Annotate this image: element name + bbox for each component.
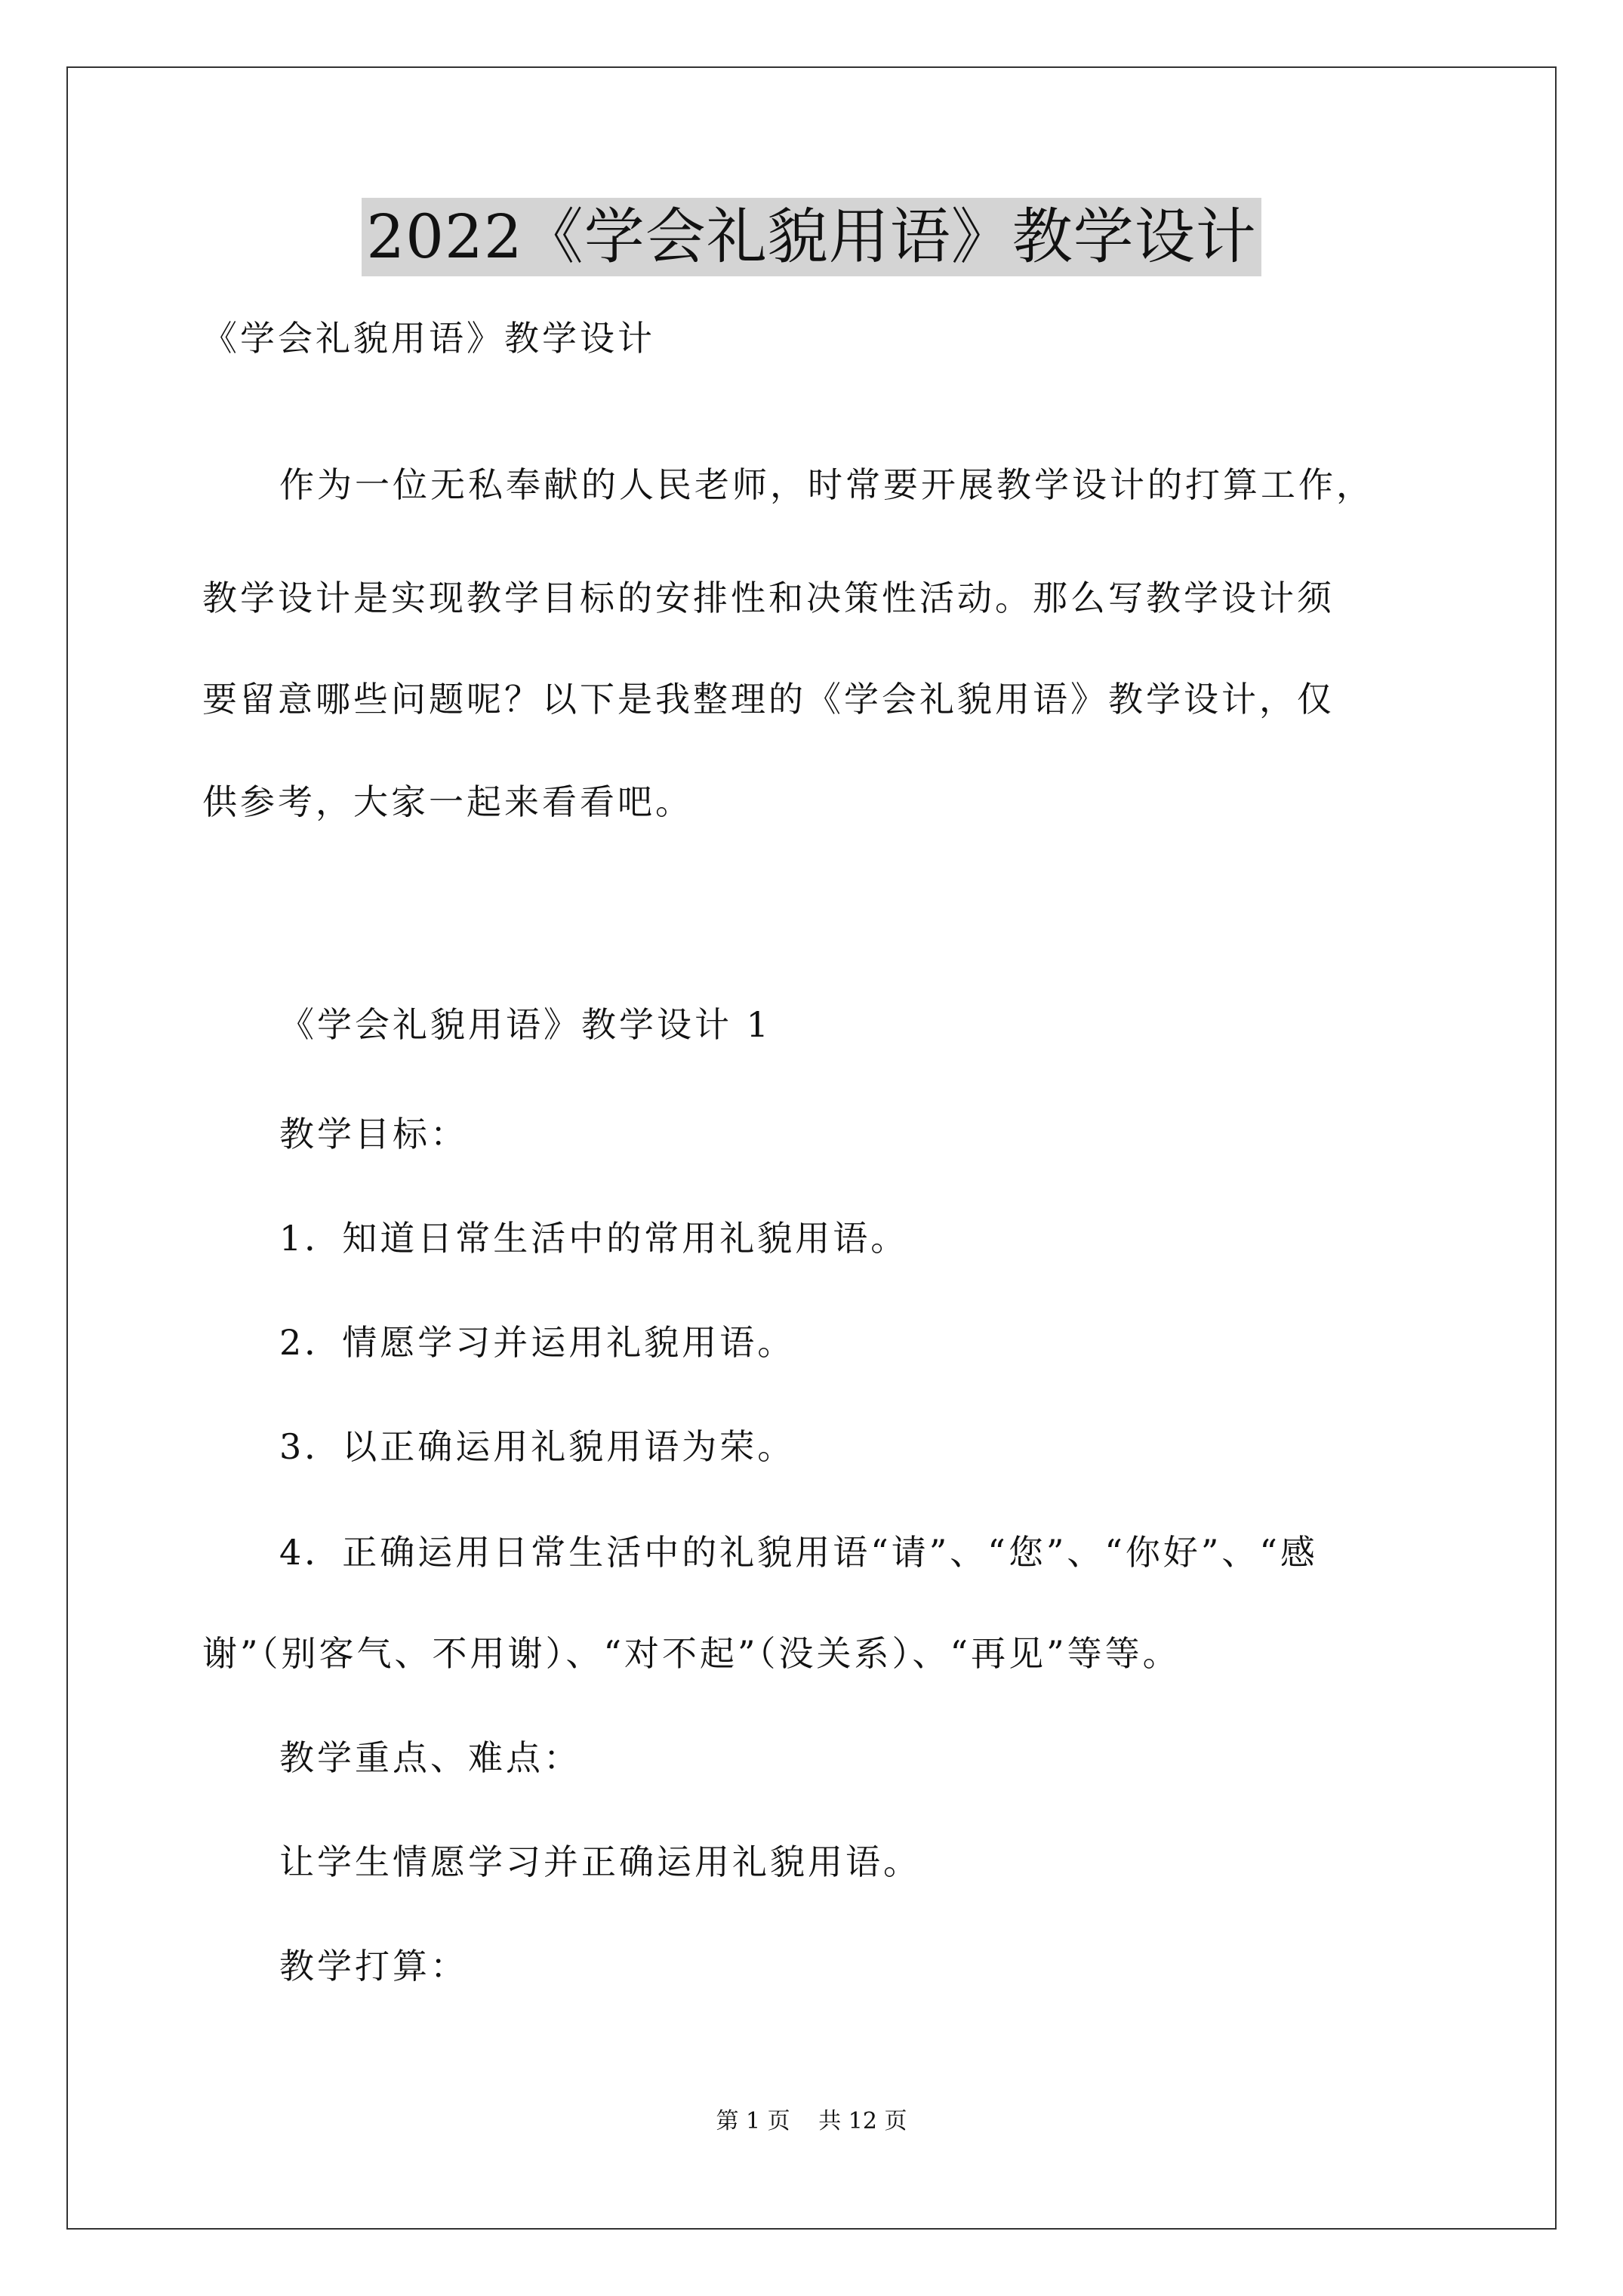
goal-item-4: 4．正确运用日常生活中的礼貌用语“请”、“您”、“你好”、“感 (279, 1532, 1318, 1573)
intro-line-2: 教学设计是实现教学目标的安排性和决策性活动。那么写教学设计须 (202, 578, 1335, 618)
page-total: 共 12 页 (818, 2108, 907, 2134)
intro-line-1: 作为一位无私奉献的人民老师，时常要开展教学设计的打算工作， (279, 464, 1374, 505)
intro-line-3: 要留意哪些问题呢？以下是我整理的《学会礼貌用语》教学设计，仅 (202, 679, 1335, 720)
goal-item-1: 1．知道日常生活中的常用礼貌用语。 (279, 1218, 909, 1259)
document-subtitle: 《学会礼貌用语》教学设计 (202, 318, 655, 359)
document-title: 2022《学会礼貌用语》教学设计 (362, 198, 1261, 276)
goal-item-3: 3．以正确运用礼貌用语为荣。 (279, 1426, 796, 1467)
page-number: 第 1 页 (716, 2108, 790, 2134)
intro-line-4: 供参考，大家一起来看看吧。 (202, 781, 693, 822)
key-points-heading: 教学重点、难点： (279, 1737, 581, 1778)
goal-item-2: 2．情愿学习并运用礼貌用语。 (279, 1322, 796, 1363)
preparation-heading: 教学打算： (279, 1946, 468, 1986)
section-heading: 《学会礼貌用语》教学设计 1 (279, 1004, 771, 1045)
page-footer (0, 2106, 1623, 2137)
goals-heading: 教学目标： (279, 1114, 468, 1154)
title-wrap (0, 198, 1623, 276)
goal-item-4-continued: 谢”（别客气、不用谢）、“对不起”（没关系）、“再见”等等。 (202, 1633, 1181, 1674)
key-points-text: 让学生情愿学习并正确运用礼貌用语。 (279, 1841, 921, 1882)
